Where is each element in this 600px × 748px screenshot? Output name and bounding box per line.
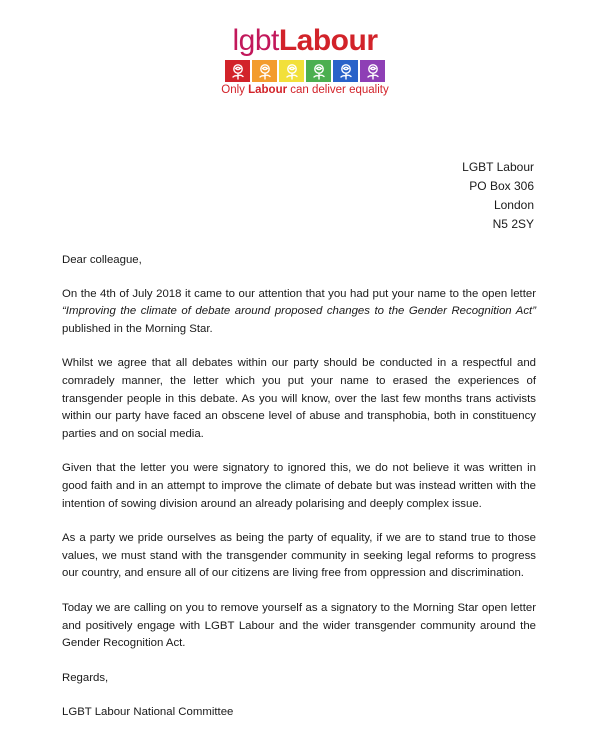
closing: Regards,	[62, 671, 109, 684]
logo-wordmark	[210, 26, 400, 56]
logo-lgbt: lgbt	[232, 24, 279, 57]
address-line-4: N5 2SY	[492, 217, 534, 231]
rose-icon	[279, 60, 304, 82]
logo-labour: Labour	[278, 24, 378, 57]
paragraph-1	[62, 286, 536, 339]
address-line-2: PO Box 306	[469, 179, 534, 193]
rose-icon	[360, 60, 385, 82]
sender-address	[462, 158, 534, 234]
rose-icon	[252, 60, 277, 82]
paragraph-5: Today we are calling on you to remove yourself as a signatory to the Morning Star open letter and positively engage with LGBT Labour and the wider transgender community around the Gender Recognition Act.	[62, 601, 536, 650]
paragraph-3: Given that the letter you were signatory to ignored this, we do not believe it was written in good faith and in an attempt to improve the climate of debate but was instead written with the intention of sowing division around an already polarising and deeply complex issue.	[62, 462, 536, 510]
logo-tagline	[210, 84, 400, 96]
lgbt-labour-logo	[210, 26, 400, 96]
signature: LGBT Labour National Committee	[62, 706, 234, 719]
tagline-bold: Labour	[248, 84, 288, 96]
rose-icon	[306, 60, 331, 82]
paragraph-2: Whilst we agree that all debates within our party should be conducted in a respectful and comradely manner, the letter which you put your name to erased the experiences of transgender people in this debate. As you will know, over the last few months trans activists within our party have faced an obscene level of abuse and transphobia, both in constituency parties and on social media.	[62, 357, 536, 440]
tagline-pre: Only	[221, 84, 249, 96]
address-line-1: LGBT Labour	[462, 160, 534, 174]
tagline-post: can deliver equality	[287, 84, 389, 96]
rose-icon	[225, 60, 250, 82]
paragraph-4: As a party we pride ourselves as being the party of equality, if we are to stand true to those values, we must stand with the transgender community in seeking legal reforms to progress our country, and ensure all of our citizens are living free from oppression and discrimination.	[62, 532, 536, 580]
rainbow-roses	[210, 60, 400, 82]
greeting: Dear colleague,	[62, 254, 142, 266]
paragraph-1-end: published in the Morning Star.	[62, 322, 213, 335]
letter-body	[62, 252, 536, 739]
rose-icon	[333, 60, 358, 82]
address-line-3: London	[493, 198, 534, 212]
open-letter-title: “Improving the climate of debate around proposed changes to the Gender Recognition Act”	[62, 305, 536, 318]
paragraph-1-start: On the 4th of July 2018 it came to our attention that you had put your name to the open letter	[62, 287, 536, 300]
